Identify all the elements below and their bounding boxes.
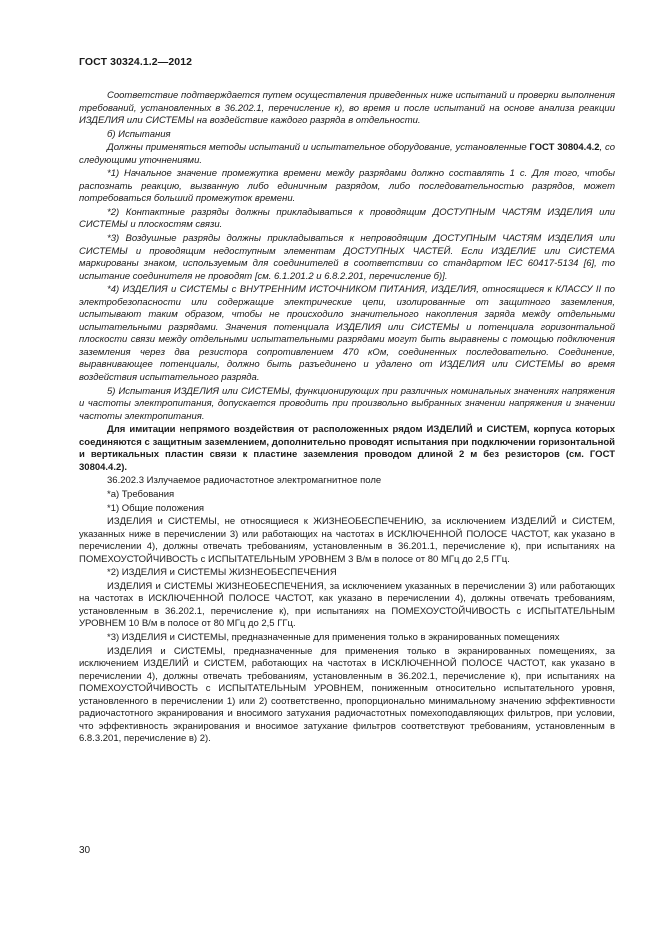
paragraph-non-life-support: ИЗДЕЛИЯ и СИСТЕМЫ, не относящиеся к ЖИЗНЕОБЕСПЕЧЕНИЮ, за исключением ИЗДЕЛИЙ и СИСТЕМ, указанных ниже в перечислении 3) или работающих на частотах в ИСКЛЮЧЕННОЙ ПОЛОСЕ ЧАСТОТ, как указано в перечислении 4), должны отвечать требованиям, установленным в 36.201.1, перечисление к), при испытаниях на ПОМЕХОУСТОЙЧИВОСТЬ с ИСПЫТАТЕЛЬНЫМ УРОВНЕМ 3 В/м в полосе от 80 МГц до 2,5 ГГц. xyxy=(79,516,615,565)
paragraph-indirect-discharge: Для имитации непрямого воздействия от расположенных рядом ИЗДЕЛИЙ и СИСТЕМ, корпуса которых соединяются с защитным заземлением, дополнительно проводят испытания при подключении горизонтальной и вертикальных пластин связи к пластине заземления проводом длиной 2 м без резисторов (см. ГОСТ 30804.4.2). xyxy=(79,424,615,473)
paragraph-compliance: Соответствие подтверждается путем осуществления приведенных ниже испытаний и проверки выполнения требований, установленных в 36.202.1, перечисление к), во время и после испытаний на основе анализа реакции ИЗДЕЛИЯ или СИСТЕМЫ на воздействие каждого разряда в отдельности. xyxy=(79,90,615,127)
paragraph-tests-heading: б) Испытания xyxy=(107,128,171,140)
standard-reference: ГОСТ 30804.4.2 xyxy=(529,142,600,154)
paragraph-item-5: 5) Испытания ИЗДЕЛИЯ или СИСТЕМЫ, функционирующих при различных номинальных значениях напряжения и частоты электропитания, допускается проводить при произвольно выбранных значении напряжения и значении частоты электропитания. xyxy=(79,385,615,422)
paragraph-life-support: ИЗДЕЛИЯ и СИСТЕМЫ ЖИЗНЕОБЕСПЕЧЕНИЯ, за исключением указанных в перечислении 3) или работающих на частотах в ИСКЛЮЧЕННОЙ ПОЛОСЕ ЧАСТОТ, как указано в перечислении 4), должны отвечать требованиям, установленным в 36.202.1, перечисление к), при испытаниях на ПОМЕХОУСТОЙЧИВОСТЬ с ИСПЫТАТЕЛЬНЫМ УРОВНЕМ 10 В/м в полосе от 80 МГц до 2,5 ГГц. xyxy=(79,580,615,630)
subheading-shielded-rooms: *3) ИЗДЕЛИЯ и СИСТЕМЫ, предназначенные для применения только в экранированных помещениях xyxy=(107,631,560,643)
subheading-life-support: *2) ИЗДЕЛИЯ и СИСТЕМЫ ЖИЗНЕОБЕСПЕЧЕНИЯ xyxy=(107,567,337,579)
paragraph-test-methods xyxy=(79,142,615,167)
section-heading-36-202-3: 36.202.3 Излучаемое радиочастотное электромагнитное поле xyxy=(107,475,382,487)
subheading-requirements: *а) Требования xyxy=(107,488,175,500)
paragraph-item-1: *1) Начальное значение промежутка времени между разрядами должно составлять 1 с. Для того, чтобы распознать реакцию, вызванную либо единичным разрядом, либо последовательностью разрядов, может потребоваться больший промежуток времени. xyxy=(79,168,615,205)
paragraph-shielded-rooms: ИЗДЕЛИЯ и СИСТЕМЫ, предназначенные для применения только в экранированных помещениях, за исключением ИЗДЕЛИЙ и СИСТЕМ, работающих на частотах в ИСКЛЮЧЕННОЙ ПОЛОСЕ ЧАСТОТ, как указано в перечислении 4), должны отвечать требованиям, установленным в 36.202.1, перечисление к), при испытаниях на ПОМЕХОУСТОЙЧИВОСТЬ с ИСПЫТАТЕЛЬНЫМ УРОВНЕМ, пониженным относительно испытательного уровня, установленного в перечислении 1) или 2) соответственно, пропорционально минимальному значению эффективности радиочастотного экранирования и вносимого затухания радиочастотных помехоподавляющих фильтров, при условии, что эффективность экранирования и вносимое затухание фильтров соответствуют требованиям, установленным в 6.8.3.201, перечисление в) 2). xyxy=(79,645,615,745)
document-body xyxy=(79,90,615,747)
test-methods-text: Должны применяться методы испытаний и испытательное оборудование, установленные xyxy=(107,142,530,154)
paragraph-item-3: *3) Воздушные разряды должны прикладываться к непроводящим ДОСТУПНЫМ ЧАСТЯМ ИЗДЕЛИЯ или СИСТЕМЫ и проводящим недоступным элементам ДОСТУПНЫХ ЧАСТЕЙ. Если ИЗДЕЛИЕ или СИСТЕМА маркированы знаком, используемым для соединителей в соответствии со стандартом IEC 60417-5134 [6], то испытание соединителя не проводят [см. 6.1.201.2 и 6.8.2.201, перечисление б)]. xyxy=(79,233,615,282)
paragraph-item-4: *4) ИЗДЕЛИЯ и СИСТЕМЫ с ВНУТРЕННИМ ИСТОЧНИКОМ ПИТАНИЯ, ИЗДЕЛИЯ, относящиеся к КЛАССУ II по электробезопасности или содержащие электрические цепи, изолированные от защитного заземления, испытывают таким образом, чтобы не происходило значительного накопления заряда между отдельными испытательными разрядами. Значения потенциала ИЗДЕЛИЯ или СИСТЕМЫ и потенциала горизонтальной плоскости связи между отдельными испытательными разрядами могут быть выравнены с помощью подключения заземления через два резистора сопротивлением 470 кОм, соединенных последовательно. Соединение, выравнивающее потенциалы, должно быть разъединено и удалено от ИЗДЕЛИЯ или СИСТЕМЫ во время воздействия испытательного разряда. xyxy=(79,284,615,384)
page-number: 30 xyxy=(79,845,91,856)
subheading-general: *1) Общие положения xyxy=(107,502,205,514)
document-header: ГОСТ 30324.1.2—2012 xyxy=(79,56,193,68)
paragraph-item-2: *2) Контактные разряды должны прикладываться к проводящим ДОСТУПНЫМ ЧАСТЯМ ИЗДЕЛИЯ или СИСТЕМЫ и плоскостям связи. xyxy=(79,206,615,231)
test-methods-suffix: , со следующими уточнениями. xyxy=(79,142,615,166)
